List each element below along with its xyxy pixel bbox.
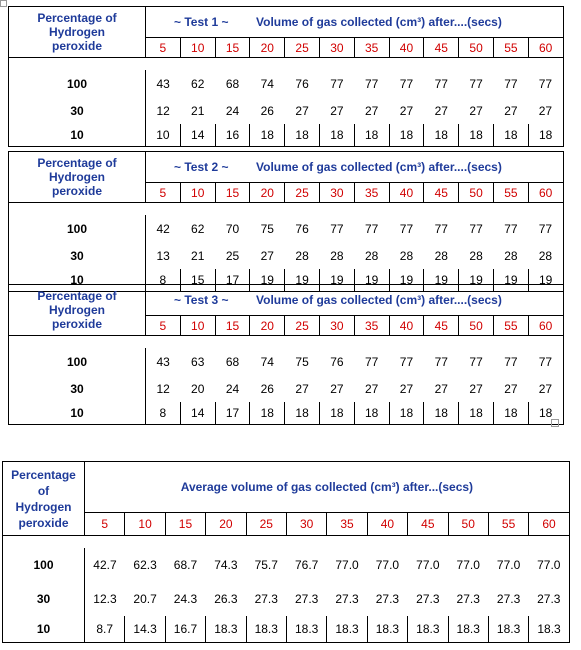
table-row — [3, 548, 570, 582]
average-cell: 42.7 — [93, 558, 117, 572]
volume-cell: 43 — [156, 354, 170, 369]
seconds-header: 45 — [424, 38, 459, 58]
volume-cell: 27 — [330, 103, 344, 118]
table-row — [9, 348, 564, 375]
table-row — [9, 375, 564, 402]
volume-cell: 17 — [215, 269, 250, 292]
volume-cell: 28 — [434, 248, 448, 263]
label-line: peroxide — [51, 39, 102, 53]
test-table-2 — [8, 151, 564, 292]
volume-cell: 28 — [295, 248, 309, 263]
seconds-header: 40 — [367, 513, 407, 536]
volume-cell: 68 — [225, 354, 240, 369]
seconds-header: 55 — [493, 316, 528, 336]
average-cell: 20.7 — [133, 592, 157, 606]
label-line: peroxide — [51, 317, 102, 331]
average-cell: 18.3 — [327, 616, 367, 643]
seconds-header: 55 — [493, 183, 528, 203]
volume-cell: 10 — [146, 124, 181, 147]
average-cell: 24.3 — [173, 592, 198, 606]
seconds-header: 10 — [180, 316, 215, 336]
volume-cell: 12 — [156, 103, 170, 118]
volume-cell: 74 — [260, 76, 274, 91]
average-cell: 74.3 — [214, 558, 238, 572]
seconds-header: 5 — [85, 513, 125, 536]
volume-cell: 18 — [459, 124, 494, 147]
percentage-value: 10 — [3, 616, 85, 643]
volume-cell: 76 — [330, 354, 344, 369]
seconds-header: 60 — [528, 183, 563, 203]
seconds-header: 30 — [319, 183, 354, 203]
average-cell: 27.3 — [456, 592, 480, 606]
average-cell: 18.3 — [529, 616, 569, 643]
volume-cell: 18 — [459, 402, 494, 425]
average-cell: 77.0 — [537, 558, 561, 572]
volume-cell: 18 — [285, 124, 320, 147]
average-cell: 77.0 — [496, 558, 521, 572]
average-cell: 77.0 — [416, 558, 440, 572]
volume-cell: 77 — [330, 221, 344, 236]
volume-cell: 21 — [191, 103, 205, 118]
volume-cell: 63 — [191, 354, 205, 369]
seconds-header: 30 — [319, 38, 354, 58]
volume-cell: 19 — [424, 269, 459, 292]
seconds-header: 25 — [246, 513, 286, 536]
seconds-header: 20 — [250, 183, 285, 203]
volume-cell: 19 — [459, 269, 494, 292]
label-line: of — [37, 483, 50, 498]
volume-cell: 18 — [250, 402, 285, 425]
table-row — [9, 215, 564, 242]
seconds-header: 25 — [285, 316, 320, 336]
average-cell: 26.3 — [214, 592, 238, 606]
volume-cell: 77 — [365, 354, 379, 369]
percentage-value: 30 — [3, 582, 85, 616]
average-cell: 18.3 — [488, 616, 528, 643]
volume-title: Volume of gas collected (cm³) after....(secs) — [256, 15, 502, 29]
label-line: peroxide — [51, 184, 102, 198]
label-line: Percentage of — [37, 289, 117, 303]
average-title: Average volume of gas collected (cm³) after...(secs) — [180, 480, 474, 494]
volume-cell: 18 — [389, 124, 424, 147]
seconds-header: 15 — [215, 183, 250, 203]
volume-cell: 62 — [191, 76, 205, 91]
seconds-header: 5 — [146, 38, 181, 58]
resize-handle-icon[interactable] — [551, 419, 559, 427]
seconds-header: 15 — [215, 38, 250, 58]
volume-cell: 77 — [538, 76, 553, 91]
table-row — [3, 582, 570, 616]
volume-cell: 27 — [295, 103, 309, 118]
volume-cell: 19 — [389, 269, 424, 292]
average-cell: 62.3 — [133, 558, 157, 572]
seconds-header: 45 — [408, 513, 448, 536]
test-name: ~ Test 3 ~ — [174, 293, 229, 307]
volume-cell: 18 — [250, 124, 285, 147]
average-cell: 77.0 — [456, 558, 480, 572]
seconds-header: 10 — [125, 513, 165, 536]
volume-cell: 77 — [469, 76, 483, 91]
percentage-label — [9, 285, 146, 336]
average-cell: 27.3 — [254, 592, 278, 606]
volume-cell: 20 — [191, 381, 205, 396]
percentage-label — [9, 152, 146, 203]
label-line: Hydrogen — [48, 170, 105, 184]
average-cell: 77.0 — [335, 558, 359, 572]
test-table-1 — [8, 6, 564, 147]
volume-cell: 28 — [469, 248, 483, 263]
volume-cell: 18 — [319, 402, 354, 425]
test-name: ~ Test 1 ~ — [174, 15, 229, 29]
seconds-header: 30 — [286, 513, 326, 536]
volume-cell: 68 — [225, 76, 240, 91]
volume-cell: 27 — [538, 381, 553, 396]
volume-cell: 77 — [504, 354, 518, 369]
seconds-header: 10 — [180, 183, 215, 203]
volume-cell: 75 — [295, 354, 309, 369]
seconds-header: 25 — [285, 38, 320, 58]
volume-cell: 76 — [295, 76, 309, 91]
volume-cell: 27 — [295, 381, 309, 396]
percentage-value: 100 — [9, 348, 146, 375]
volume-cell: 18 — [493, 402, 528, 425]
percentage-label — [9, 7, 146, 58]
volume-cell: 25 — [225, 248, 240, 263]
average-cell: 18.3 — [367, 616, 407, 643]
volume-cell: 74 — [260, 354, 274, 369]
volume-cell: 76 — [295, 221, 309, 236]
volume-cell: 77 — [399, 76, 414, 91]
volume-cell: 27 — [330, 381, 344, 396]
volume-cell: 18 — [528, 124, 563, 147]
label-line: Percentage — [11, 467, 76, 482]
seconds-header: 50 — [459, 183, 494, 203]
volume-cell: 77 — [469, 354, 483, 369]
volume-cell: 77 — [330, 76, 344, 91]
label-line: Hydrogen — [48, 303, 105, 317]
seconds-header: 55 — [493, 38, 528, 58]
volume-cell: 14 — [180, 402, 215, 425]
volume-cell: 77 — [399, 221, 414, 236]
seconds-header: 20 — [250, 316, 285, 336]
volume-title: Volume of gas collected (cm³) after....(secs) — [256, 160, 502, 174]
seconds-header: 10 — [180, 38, 215, 58]
volume-cell: 19 — [319, 269, 354, 292]
volume-title: Volume of gas collected (cm³) after....(secs) — [256, 293, 502, 307]
volume-cell: 12 — [156, 381, 170, 396]
volume-cell: 8 — [146, 402, 181, 425]
seconds-header: 50 — [459, 316, 494, 336]
volume-cell: 28 — [330, 248, 344, 263]
volume-cell: 77 — [538, 221, 553, 236]
percentage-value: 100 — [3, 548, 85, 582]
volume-cell: 62 — [191, 221, 205, 236]
seconds-header: 40 — [389, 316, 424, 336]
table-row — [9, 70, 564, 97]
seconds-header: 35 — [327, 513, 367, 536]
volume-cell: 15 — [180, 269, 215, 292]
seconds-header: 40 — [389, 183, 424, 203]
volume-cell: 21 — [191, 248, 205, 263]
volume-cell: 27 — [469, 103, 483, 118]
volume-cell: 24 — [225, 381, 240, 396]
volume-cell: 19 — [528, 269, 563, 292]
volume-cell: 77 — [365, 76, 379, 91]
table-row — [9, 402, 564, 425]
volume-cell: 24 — [225, 103, 240, 118]
label-line: Hydrogen — [15, 499, 72, 514]
volume-cell: 26 — [260, 103, 274, 118]
volume-cell: 28 — [399, 248, 414, 263]
volume-cell: 77 — [434, 221, 448, 236]
seconds-header: 35 — [354, 316, 389, 336]
volume-cell: 27 — [538, 103, 553, 118]
table-row — [3, 616, 570, 643]
volume-cell: 18 — [285, 402, 320, 425]
volume-cell: 27 — [434, 103, 448, 118]
average-cell: 27.3 — [375, 592, 400, 606]
volume-cell: 27 — [434, 381, 448, 396]
average-cell: 76.7 — [294, 558, 319, 572]
average-cell: 18.3 — [206, 616, 246, 643]
volume-cell: 42 — [156, 221, 170, 236]
table-row — [9, 124, 564, 147]
seconds-header: 5 — [146, 316, 181, 336]
volume-cell: 27 — [260, 248, 274, 263]
label-line: peroxide — [18, 515, 69, 530]
volume-cell: 70 — [225, 221, 240, 236]
average-cell: 27.3 — [294, 592, 319, 606]
test-title — [146, 152, 564, 183]
seconds-header: 15 — [215, 316, 250, 336]
seconds-header: 15 — [165, 513, 205, 536]
average-cell: 8.7 — [85, 616, 125, 643]
seconds-header: 60 — [528, 316, 563, 336]
average-cell: 18.3 — [246, 616, 286, 643]
label-line: Percentage of — [37, 11, 117, 25]
average-cell: 18.3 — [286, 616, 326, 643]
average-cell: 14.3 — [125, 616, 165, 643]
volume-cell: 43 — [156, 76, 170, 91]
seconds-header: 40 — [389, 38, 424, 58]
table-row — [9, 97, 564, 124]
volume-cell: 77 — [538, 354, 553, 369]
volume-cell: 18 — [389, 402, 424, 425]
volume-cell: 77 — [504, 221, 518, 236]
volume-cell: 27 — [399, 381, 414, 396]
percentage-value: 30 — [9, 242, 146, 269]
volume-cell: 19 — [493, 269, 528, 292]
seconds-header: 60 — [528, 38, 563, 58]
percentage-value: 10 — [9, 402, 146, 425]
average-cell: 75.7 — [254, 558, 278, 572]
average-table — [2, 461, 570, 643]
average-cell: 27.3 — [496, 592, 521, 606]
average-cell: 68.7 — [173, 558, 198, 572]
volume-cell: 27 — [504, 381, 518, 396]
volume-cell: 77 — [434, 354, 448, 369]
average-cell: 77.0 — [375, 558, 400, 572]
volume-cell: 28 — [365, 248, 379, 263]
volume-cell: 17 — [215, 402, 250, 425]
volume-cell: 28 — [538, 248, 553, 263]
seconds-header: 35 — [354, 183, 389, 203]
average-cell: 12.3 — [93, 592, 117, 606]
volume-cell: 18 — [354, 402, 389, 425]
volume-cell: 27 — [504, 103, 518, 118]
volume-cell: 13 — [156, 248, 170, 263]
volume-cell: 19 — [285, 269, 320, 292]
average-cell: 27.3 — [416, 592, 440, 606]
percentage-value: 100 — [9, 70, 146, 97]
volume-cell: 77 — [504, 76, 518, 91]
seconds-header: 20 — [250, 38, 285, 58]
test-title — [146, 285, 564, 316]
test-title — [146, 7, 564, 38]
table-anchor-icon[interactable] — [0, 0, 7, 7]
volume-cell: 28 — [504, 248, 518, 263]
percentage-value: 30 — [9, 375, 146, 402]
volume-cell: 18 — [354, 124, 389, 147]
average-cell: 16.7 — [165, 616, 205, 643]
seconds-header: 45 — [424, 316, 459, 336]
average-cell: 18.3 — [408, 616, 448, 643]
volume-cell: 27 — [365, 103, 379, 118]
volume-cell: 18 — [528, 402, 563, 425]
volume-cell: 27 — [365, 381, 379, 396]
seconds-header: 60 — [529, 513, 569, 536]
volume-cell: 19 — [250, 269, 285, 292]
volume-cell: 18 — [424, 124, 459, 147]
volume-cell: 18 — [493, 124, 528, 147]
volume-cell: 18 — [424, 402, 459, 425]
seconds-header: 55 — [488, 513, 528, 536]
volume-cell: 14 — [180, 124, 215, 147]
volume-cell: 16 — [215, 124, 250, 147]
seconds-header: 35 — [354, 38, 389, 58]
average-cell: 27.3 — [537, 592, 561, 606]
average-cell: 18.3 — [448, 616, 488, 643]
label-line: Hydrogen — [48, 25, 105, 39]
seconds-header: 50 — [448, 513, 488, 536]
volume-cell: 8 — [146, 269, 181, 292]
volume-cell: 75 — [260, 221, 274, 236]
table-row — [9, 242, 564, 269]
volume-cell: 19 — [354, 269, 389, 292]
volume-cell: 77 — [469, 221, 483, 236]
seconds-header: 50 — [459, 38, 494, 58]
volume-cell: 77 — [399, 354, 414, 369]
test-name: ~ Test 2 ~ — [174, 160, 229, 174]
average-cell: 27.3 — [335, 592, 359, 606]
volume-cell: 27 — [469, 381, 483, 396]
label-line: Percentage of — [37, 156, 117, 170]
volume-cell: 77 — [365, 221, 379, 236]
seconds-header: 25 — [285, 183, 320, 203]
percentage-value: 100 — [9, 215, 146, 242]
seconds-header: 45 — [424, 183, 459, 203]
volume-cell: 77 — [434, 76, 448, 91]
percentage-value: 30 — [9, 97, 146, 124]
seconds-header: 20 — [206, 513, 246, 536]
seconds-header: 5 — [146, 183, 181, 203]
seconds-header: 30 — [319, 316, 354, 336]
volume-cell: 27 — [399, 103, 414, 118]
percentage-label — [3, 462, 85, 536]
percentage-value: 10 — [9, 269, 146, 292]
volume-cell: 26 — [260, 381, 274, 396]
percentage-value: 10 — [9, 124, 146, 147]
test-table-3 — [8, 284, 564, 425]
volume-cell: 18 — [319, 124, 354, 147]
